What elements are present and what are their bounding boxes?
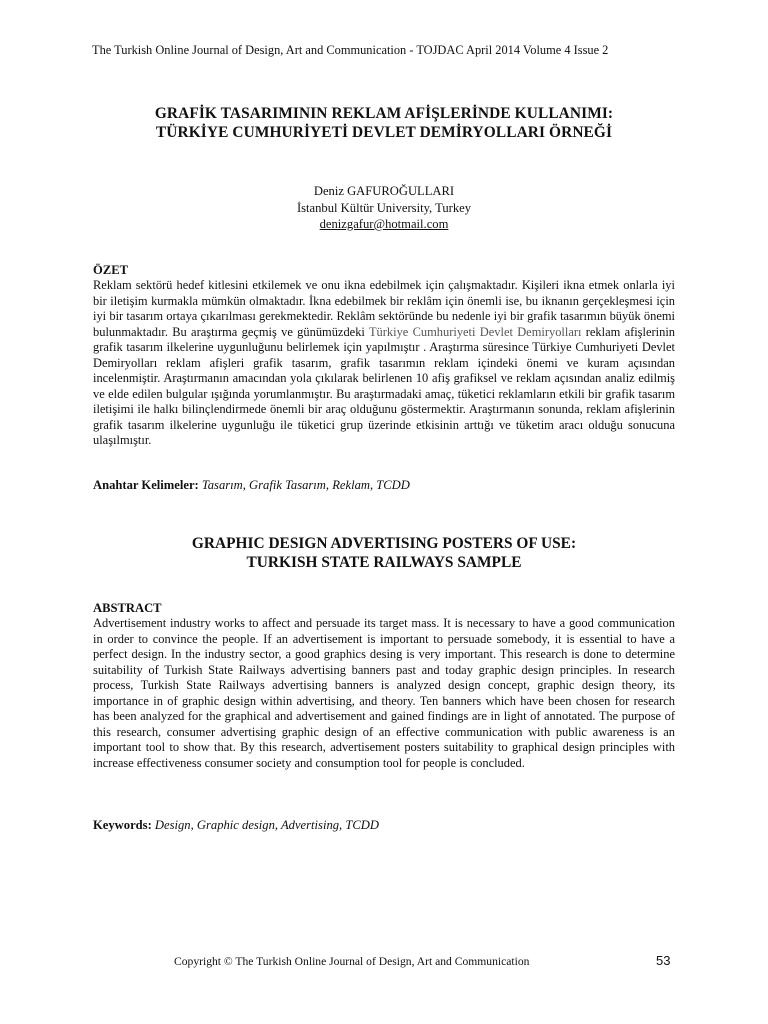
footer-copyright: Copyright © The Turkish Online Journal of Design, Art and Communication <box>174 955 530 968</box>
keywords <box>93 818 379 833</box>
abstract-heading: ABSTRACT <box>93 601 162 615</box>
author-affiliation: İstanbul Kültür University, Turkey <box>296 200 472 215</box>
anahtar-kelimeler <box>93 478 410 493</box>
paper-title-turkish <box>60 104 708 142</box>
title-tr-line-2: TÜRKİYE CUMHURİYETİ DEVLET DEMİRYOLLARI ÖRNEĞİ <box>155 124 613 141</box>
title-en-line-1: GRAPHIC DESIGN ADVERTISING POSTERS OF USE: <box>191 535 577 552</box>
title-en-line-2: TURKISH STATE RAILWAYS SAMPLE <box>246 554 522 571</box>
ozet-text-part-2: reklam afişlerinin grafik tasarım ilkelerine uygunluğunu belirlemek için yapılmıştır . Araştırma süresince Türkiye Cumhuriyeti Devlet Demiryolları reklam afişleri grafik tasarım, grafik tasarımın reklam içindeki önemi ve kuram açısından incelenmiştir. Araştırmanın amacından yola çıkılarak belirlenen 10 afiş grafiksel ve reklam açısından analiz edilmiş ve elde edilen bulgular ışığında yorumlanmıştır. Bu araştırmadaki amaç, tüketici reklamların etkili bir grafik tasarım iletişimi ile halkı bilinçlendirmede önemli bir araç olduğunu göstermektir. Araştırmanın sonunda, reklam afişlerinin grafik tasarım ilkelerine uygunluğu ile tüketici grup üzerinde etkisinin arttığı ve tüketim aracı olduğu sonucuna ulaşılmıştır. <box>93 324 675 447</box>
abstract-paragraph: Advertisement industry works to affect and persuade its target mass. It is necessary to have a good communication in order to convince the people. If an advertisement is important to persuade somebody, it is essential to have a perfect design. In the industry sector, a good graphics desing is very important. This research is done to determine suitability of Turkish State Railways advertising banners past and today graphic design principles. In research process, Turkish State Railways advertising banners is analyzed design concept, graphic design theory, its importance in of graphic design within advertising, and theory. Ten banners which have been chosen for research has been analyzed for the graphical and advertisement and gained findings are in light of annotated. The purpose of this research, consumer advertising graphic design of an effective communication with public awareness is an important tool to show that. By this research, advertisement posters suitability to graphical design principles with increase effectiveness consumer society and consumption tool for people is concluded. <box>93 616 675 770</box>
author-block <box>60 183 708 233</box>
keywords-terms: Design, Graphic design, Advertising, TCDD <box>154 818 379 832</box>
paper-title-english <box>60 534 708 572</box>
ozet-text-part-1: Reklam sektörü hedef kitlesini etkilemek ve onu ikna edebilmek için çalışmaktadır. Kişileri ikna etmek onlarla iyi bir iletişim kurmakla mümkün olmaktadır. İkna edebilmek bir reklâm için önemli ise, bu iknanın gerçekleşmesi için iyi bir tasarım ortaya çıkarılması gerekmektedir. Reklâm sektöründe bu nedenle iyi bir grafik tasarımın büyük önemi bulunmaktadır. Bu araştırma geçmiş ve günümüzdeki <box>93 278 675 339</box>
ozet-text-highlight: Türkiye Cumhuriyeti Devlet Demiryolları <box>368 324 582 339</box>
keywords-label: Keywords: <box>93 818 152 832</box>
anahtar-terms: Tasarım, Grafik Tasarım, Reklam, TCDD <box>201 478 410 492</box>
anahtar-label: Anahtar Kelimeler: <box>93 478 199 492</box>
author-name: Deniz GAFUROĞULLARI <box>313 184 455 198</box>
author-email-link[interactable]: denizgafur@hotmail.com <box>319 217 449 231</box>
title-tr-line-1: GRAFİK TASARIMININ REKLAM AFİŞLERİNDE KULLANIMI: <box>154 105 614 122</box>
ozet-paragraph <box>93 278 675 449</box>
page-number: 53 <box>656 953 671 968</box>
ozet-heading: ÖZET <box>93 263 128 277</box>
running-head: The Turkish Online Journal of Design, Art and Communication - TOJDAC April 2014 Volume 4 Issue 2 <box>92 43 609 57</box>
